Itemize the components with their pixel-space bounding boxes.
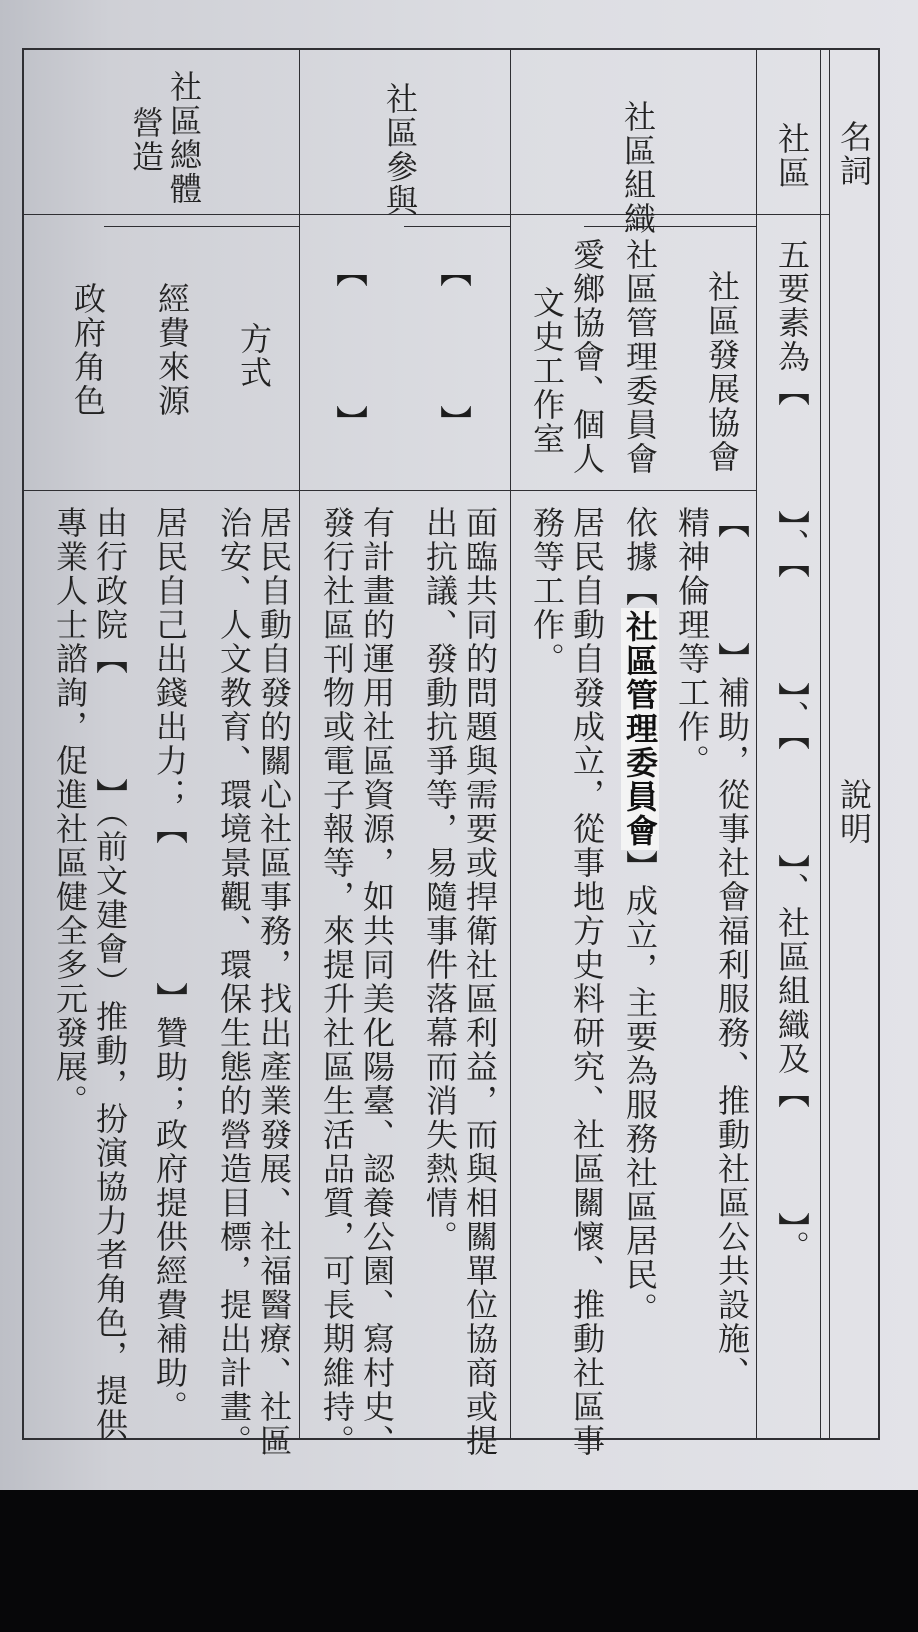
- method-text-2: 治安、人文教育、環境景觀、環保生態的營造目標，提出計畫。: [215, 506, 253, 1458]
- row-divider: [24, 214, 829, 215]
- government-text-1: 由行政院【 】（前文建會）推動，扮演協力者角色，提供: [91, 506, 129, 1442]
- hometown-text-1: 居民自動自發成立，從事地方史料研究、社區關懷、推動社區事: [568, 506, 606, 1458]
- government-text-2: 專業人士諮詢，促進社區健全多元發展。: [51, 506, 89, 1118]
- label-hometown-association-2: 文史工作室: [528, 286, 566, 456]
- method-text-1: 居民自動自發的關心社區事務，找出產業發展、社福醫療、社區: [255, 506, 293, 1458]
- header-term: 名詞: [835, 120, 873, 188]
- cmc-text-suffix: 】成立，主要為服務社區居民。: [621, 850, 659, 1326]
- cmc-text-prefix: 依據【: [621, 506, 659, 608]
- term-community: 社區: [773, 122, 811, 190]
- row-divider: [104, 226, 204, 227]
- label-hometown-association-1: 愛鄉協會、個人: [568, 238, 606, 476]
- column-divider: [820, 50, 821, 1438]
- cda-text-2: 精神倫理等工作。: [673, 506, 711, 778]
- participation-1-text-2: 出抗議、發動抗爭等，易隨事件落幕而消失熱情。: [421, 506, 459, 1254]
- term-community-building-2: 營造: [127, 106, 165, 174]
- community-text: 五要素為【 】、【 】、【 】、社區組織及【 】。: [773, 238, 811, 1264]
- participation-2-text-2: 發行社區刊物或電子報等，來提升社區生活品質，可長期維持。: [318, 506, 356, 1458]
- dark-background: [0, 1490, 918, 1632]
- label-method: 方式: [235, 322, 273, 390]
- label-government-role: 政府角色: [69, 282, 107, 418]
- cmc-text: [622, 506, 658, 1326]
- column-divider: [299, 50, 300, 1438]
- column-divider: [756, 50, 757, 1438]
- row-divider: [204, 226, 299, 227]
- participation-2-text-1: 有計畫的運用社區資源，如共同美化陽臺、認養公園、寫村史、: [358, 506, 396, 1458]
- label-funding-source: 經費來源: [153, 282, 191, 418]
- hometown-text-2: 務等工作。: [528, 506, 566, 676]
- term-community-building-1: 社區總體: [165, 70, 203, 206]
- label-community-management-committee: 社區管理委員會: [621, 238, 659, 476]
- column-divider: [510, 50, 511, 1438]
- label-community-development-association: 社區發展協會: [703, 270, 741, 474]
- funding-text: 居民自己出錢出力；【 】贊助；政府提供經費補助。: [151, 506, 189, 1424]
- row-divider: [584, 226, 756, 227]
- row-divider: [24, 490, 756, 491]
- term-community-participation: 社區參與: [381, 82, 419, 218]
- row-divider: [404, 226, 510, 227]
- cda-text-1: 【 】補助，從事社會福利服務、推動社區公共設施、: [713, 506, 751, 1390]
- header-explanation: 說明: [835, 778, 873, 846]
- participation-label-2: 【 】: [331, 255, 369, 435]
- column-divider: [829, 50, 830, 1438]
- participation-label-1: 【 】: [435, 255, 473, 435]
- term-community-organization: 社區組織: [619, 100, 657, 236]
- participation-1-text-1: 面臨共同的問題與需要或捍衛社區利益，而與相關單位協商或提: [461, 506, 499, 1458]
- table-frame: [22, 48, 880, 1458]
- cmc-stamped-answer: 社區管理委員會: [621, 610, 659, 848]
